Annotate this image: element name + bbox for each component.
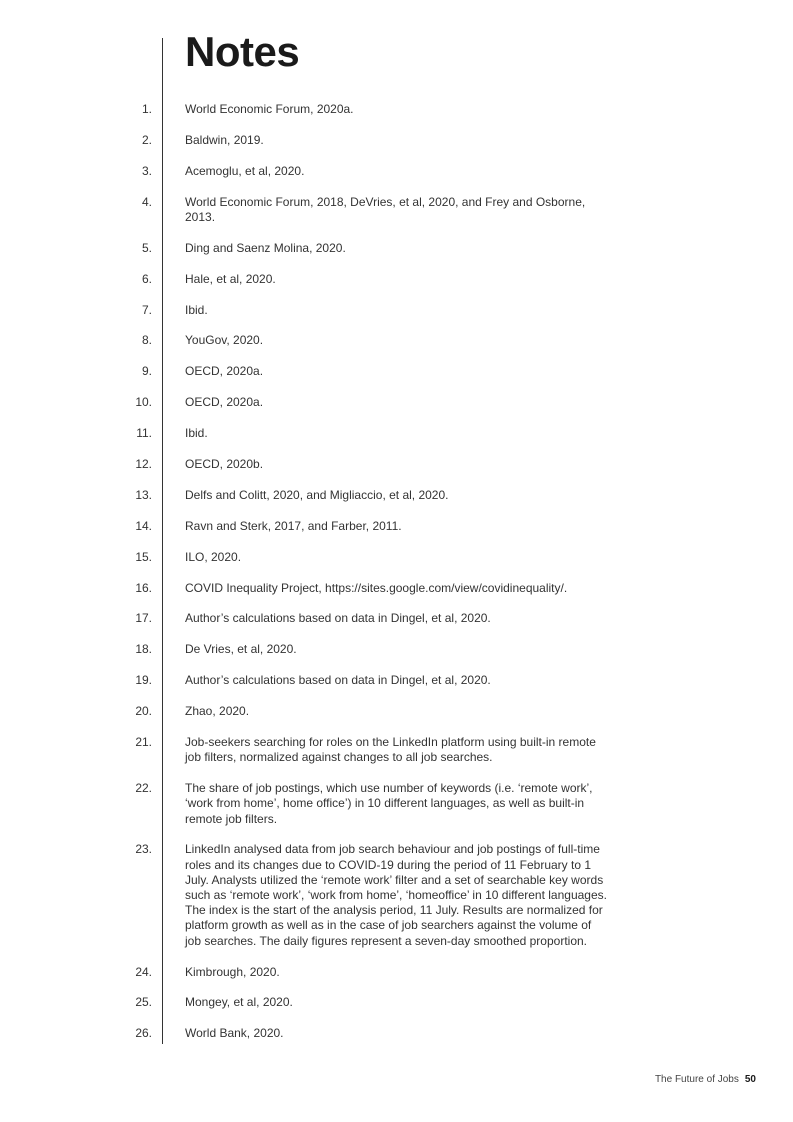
note-text: Kimbrough, 2020.	[185, 964, 280, 979]
note-number: 17.	[135, 611, 152, 626]
note-number: 18.	[135, 642, 152, 657]
note-text: Ibid.	[185, 426, 208, 441]
note-text: Job-seekers searching for roles on the LinkedIn platform using built-in remote job filters, normalized against changes to all job searches.	[185, 735, 596, 765]
note-text: Hale, et al, 2020.	[185, 271, 276, 286]
note-number: 9.	[141, 364, 152, 379]
footer-page-number: 50	[744, 1074, 756, 1085]
note-item	[0, 611, 793, 626]
note-number: 5.	[141, 240, 152, 255]
note-text: Mongey, et al, 2020.	[185, 995, 293, 1010]
note-item	[0, 457, 793, 472]
note-number: 24.	[135, 964, 152, 979]
note-number: 16.	[135, 580, 152, 595]
note-item	[0, 102, 793, 117]
note-text: Zhao, 2020.	[185, 704, 250, 719]
note-text: Ibid.	[185, 302, 208, 317]
note-number: 20.	[135, 704, 152, 719]
note-text: Author’s calculations based on data in Dingel, et al, 2020.	[185, 673, 491, 688]
note-number: 15.	[135, 549, 152, 564]
note-number: 23.	[135, 842, 152, 857]
note-text: OECD, 2020a.	[185, 395, 264, 410]
note-item	[0, 395, 793, 410]
page-title: Notes	[185, 28, 300, 75]
note-item	[0, 642, 793, 657]
note-text: OECD, 2020b.	[185, 457, 264, 471]
note-item	[0, 519, 793, 534]
note-item	[0, 241, 793, 256]
note-item	[0, 195, 793, 225]
note-item	[0, 704, 793, 719]
note-number: 13.	[135, 487, 152, 502]
note-text: World Economic Forum, 2020a.	[185, 102, 354, 116]
note-number: 8.	[141, 333, 152, 348]
note-item	[0, 673, 793, 688]
note-number: 14.	[135, 518, 152, 533]
note-text: Ding and Saenz Molina, 2020.	[185, 240, 346, 255]
note-text: Baldwin, 2019.	[185, 132, 264, 147]
note-item	[0, 364, 793, 379]
note-number: 2.	[141, 132, 152, 147]
note-number: 22.	[135, 781, 152, 796]
note-text: The share of job postings, which use number of keywords (i.e. ‘remote work’, ‘work from home’, home office’) in 10 different languages, as well as built-in remote job filters.	[185, 781, 593, 826]
footer-publication: The Future of Jobs	[654, 1074, 739, 1085]
note-text: ILO, 2020.	[185, 549, 242, 564]
note-number: 11.	[136, 426, 152, 441]
note-number: 12.	[135, 457, 152, 471]
note-text: World Economic Forum, 2018, DeVries, et al, 2020, and Frey and Osborne, 2013.	[185, 194, 586, 224]
note-item	[0, 133, 793, 148]
note-number: 21.	[135, 735, 152, 750]
note-number: 3.	[141, 163, 152, 178]
notes-list	[0, 102, 793, 1042]
note-number: 26.	[135, 1026, 152, 1041]
note-item	[0, 333, 793, 348]
note-item	[0, 426, 793, 441]
note-number: 1.	[141, 102, 152, 116]
note-number: 6.	[141, 271, 152, 286]
note-item	[0, 1026, 793, 1041]
note-text: YouGov, 2020.	[185, 333, 264, 348]
note-item	[0, 303, 793, 318]
note-item	[0, 965, 793, 980]
note-text: OECD, 2020a.	[185, 364, 264, 379]
note-text: World Bank, 2020.	[185, 1026, 284, 1041]
note-item	[0, 164, 793, 179]
note-item	[0, 272, 793, 287]
note-text: Author’s calculations based on data in Dingel, et al, 2020.	[185, 611, 491, 626]
note-text: Delfs and Colitt, 2020, and Migliaccio, et al, 2020.	[185, 487, 449, 502]
note-text: De Vries, et al, 2020.	[185, 642, 297, 657]
note-number: 10.	[135, 395, 152, 410]
note-number: 4.	[141, 194, 152, 209]
note-number: 7.	[141, 302, 152, 317]
note-text: Acemoglu, et al, 2020.	[185, 163, 305, 178]
note-number: 25.	[135, 995, 152, 1010]
note-item	[0, 550, 793, 565]
note-text: LinkedIn analysed data from job search behaviour and job postings of full-time roles and its changes due to COVID-19 during the period of 11 February to 1 July. Analysts utilized the ‘remote work’ filter and a set of searchable key words such as ‘remote work’, ‘work from home’, ‘homeoffice’ in 10 different languages. The index is the start of the analysis period, 11 July. Results are normalized for platform growth as well as in the case of job searchers against the volume of job searches. The daily figures represent a seven-day smoothed proportion.	[185, 842, 607, 948]
page-footer	[655, 1074, 756, 1085]
note-text: Ravn and Sterk, 2017, and Farber, 2011.	[185, 518, 402, 533]
note-item	[0, 781, 793, 827]
note-text: COVID Inequality Project, https://sites.google.com/view/covidinequality/.	[185, 580, 568, 595]
note-item	[0, 995, 793, 1010]
note-item	[0, 735, 793, 765]
note-item	[0, 488, 793, 503]
note-number: 19.	[135, 673, 152, 688]
note-item	[0, 581, 793, 596]
note-item	[0, 842, 793, 948]
